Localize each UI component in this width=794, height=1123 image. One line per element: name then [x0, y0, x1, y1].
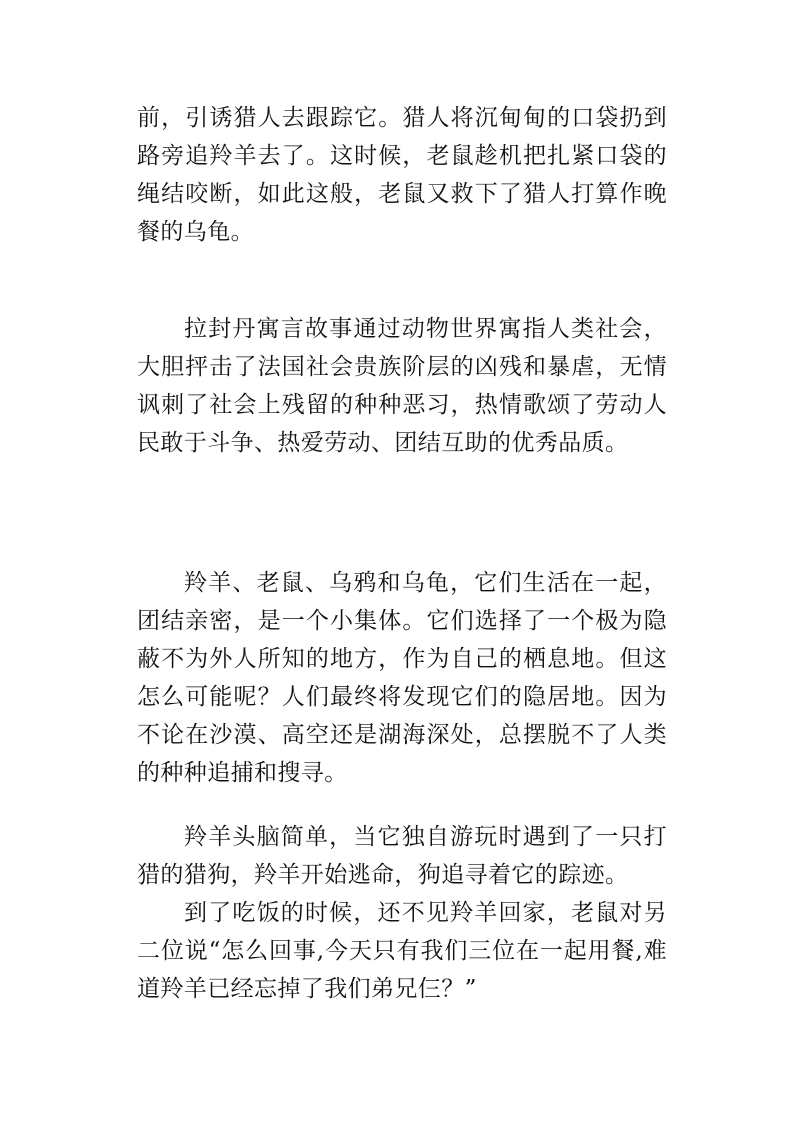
paragraph-4: 羚羊头脑简单，当它独自游玩时遇到了一只打猎的猎狗，羚羊开始逃命，狗追寻着它的踪迹。 [137, 824, 667, 888]
paragraph-5: 到了吃饭的时候，还不见羚羊回家，老鼠对另二位说“怎么回事,今天只有我们三位在一起用餐,难道羚羊已经忘掉了我们弟兄仨？” [137, 900, 667, 1002]
paragraph-3: 羚羊、老鼠、乌鸦和乌龟，它们生活在一起，团结亲密，是一个小集体。它们选择了一个极为隐蔽不为外人所知的地方，作为自己的栖息地。但这怎么可能呢？人们最终将发现它们的隐居地。因为不论在沙漠、高空还是湖海深处，总摆脱不了人类的种种追捕和搜寻。 [137, 570, 667, 786]
paragraph-1: 前，引诱猎人去跟踪它。猎人将沉甸甸的口袋扔到路旁追羚羊去了。这时候，老鼠趁机把扎紧口袋的绳结咬断，如此这般，老鼠又救下了猎人打算作晚餐的乌龟。 [137, 105, 667, 245]
paragraph-2: 拉封丹寓言故事通过动物世界寓指人类社会，大胆抨击了法国社会贵族阶层的凶残和暴虐，无情讽刺了社会上残留的种种恶习，热情歌颂了劳动人民敢于斗争、热爱劳动、团结互助的优秀品质。 [137, 316, 667, 456]
